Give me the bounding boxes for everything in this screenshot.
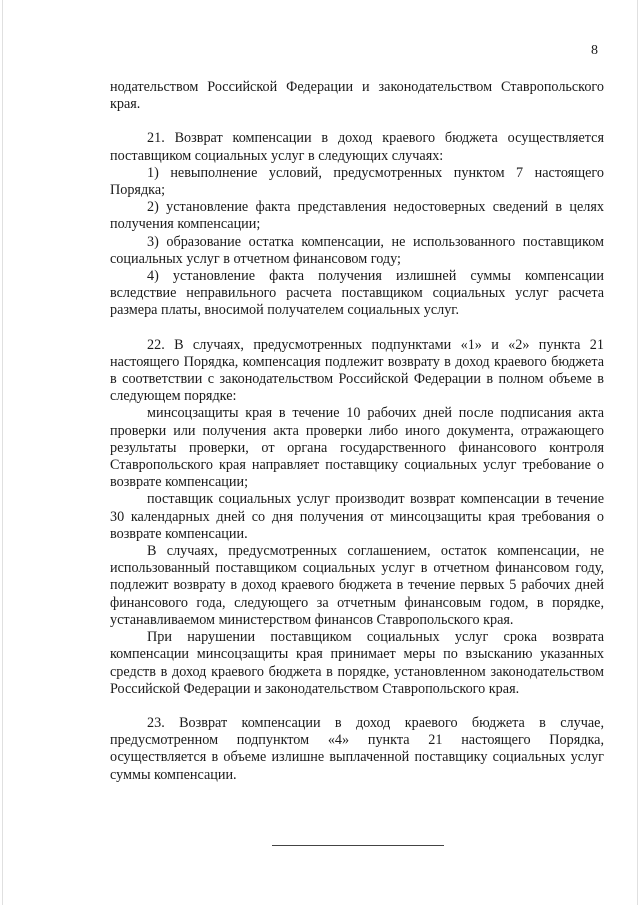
paragraph-21-sub-1: 1) невыполнение условий, предусмотренных пунктом 7 настоящего Порядка;	[110, 164, 604, 199]
paragraph-continuation: нодательством Российской Федерации и законодательством Ставропольского края.	[110, 79, 604, 113]
end-separator-line	[272, 845, 444, 846]
paragraph-item-23: 23. Возврат компенсации в доход краевого бюджета в случае, предусмотренном подпунктом «4» пункта 21 настоящего Порядка, осуществляется в объеме излишне выплаченной поставщику социальных услуг суммы компенсации.	[110, 714, 604, 783]
page-number: 8	[591, 43, 598, 58]
paragraph-21-sub-4: 4) установление факта получения излишней суммы компенсации вследствие неправильного расчета поставщиком социальных услуг расчета размера платы, вносимой получателем социальных услуг.	[110, 268, 604, 319]
paragraph-21-sub-2: 2) установление факта представления недостоверных сведений в целях получения компенсации;	[110, 199, 604, 233]
left-edge-line	[2, 0, 3, 905]
right-edge-line	[637, 0, 638, 905]
paragraph-21-sub-3: 3) образование остатка компенсации, не использованного поставщиком социальных услуг в отчетном финансовом году;	[110, 233, 604, 267]
paragraph-22-step-1: минсоцзащиты края в течение 10 рабочих дней после подписания акта проверки или получения акта проверки либо иного документа, отражающего результаты проверки, от органа государственного финансового контроля Ставропольского края направляет поставщику социальных услуг требование о возврате компенсации;	[110, 405, 604, 491]
paragraph-22-step-2: поставщик социальных услуг производит возврат компенсации в течение 30 календарных дней со дня получения от минсоцзащиты края требования о возврате компенсации.	[110, 491, 604, 542]
paragraph-22-violation: При нарушении поставщиком социальных услуг срока возврата компенсации минсоцзащиты края принимает меры по взысканию указанных средств в доход краевого бюджета в порядке, установленном законодательством Российской Федерации и законодательством Ставропольского края.	[110, 629, 604, 697]
paragraph-22-remainder: В случаях, предусмотренных соглашением, остаток компенсации, не использованный поставщиком социальных услуг в отчетном финансовом году, подлежит возврату в доход краевого бюджета в течение первых 5 рабочих дней финансового года, следующего за отчетным финансовым годом, в порядке, устанавливаемом министерством финансов Ставропольского края.	[110, 543, 604, 628]
document-body	[110, 79, 604, 784]
paragraph-item-21: 21. Возврат компенсации в доход краевого бюджета осуществляется поставщиком социальных услуг в следующих случаях:	[110, 130, 604, 164]
paragraph-item-22: 22. В случаях, предусмотренных подпунктами «1» и «2» пункта 21 настоящего Порядка, компенсация подлежит возврату в доход краевого бюджета в соответствии с законодательством Российской Федерации в полном объеме в следующем порядке:	[110, 336, 604, 405]
